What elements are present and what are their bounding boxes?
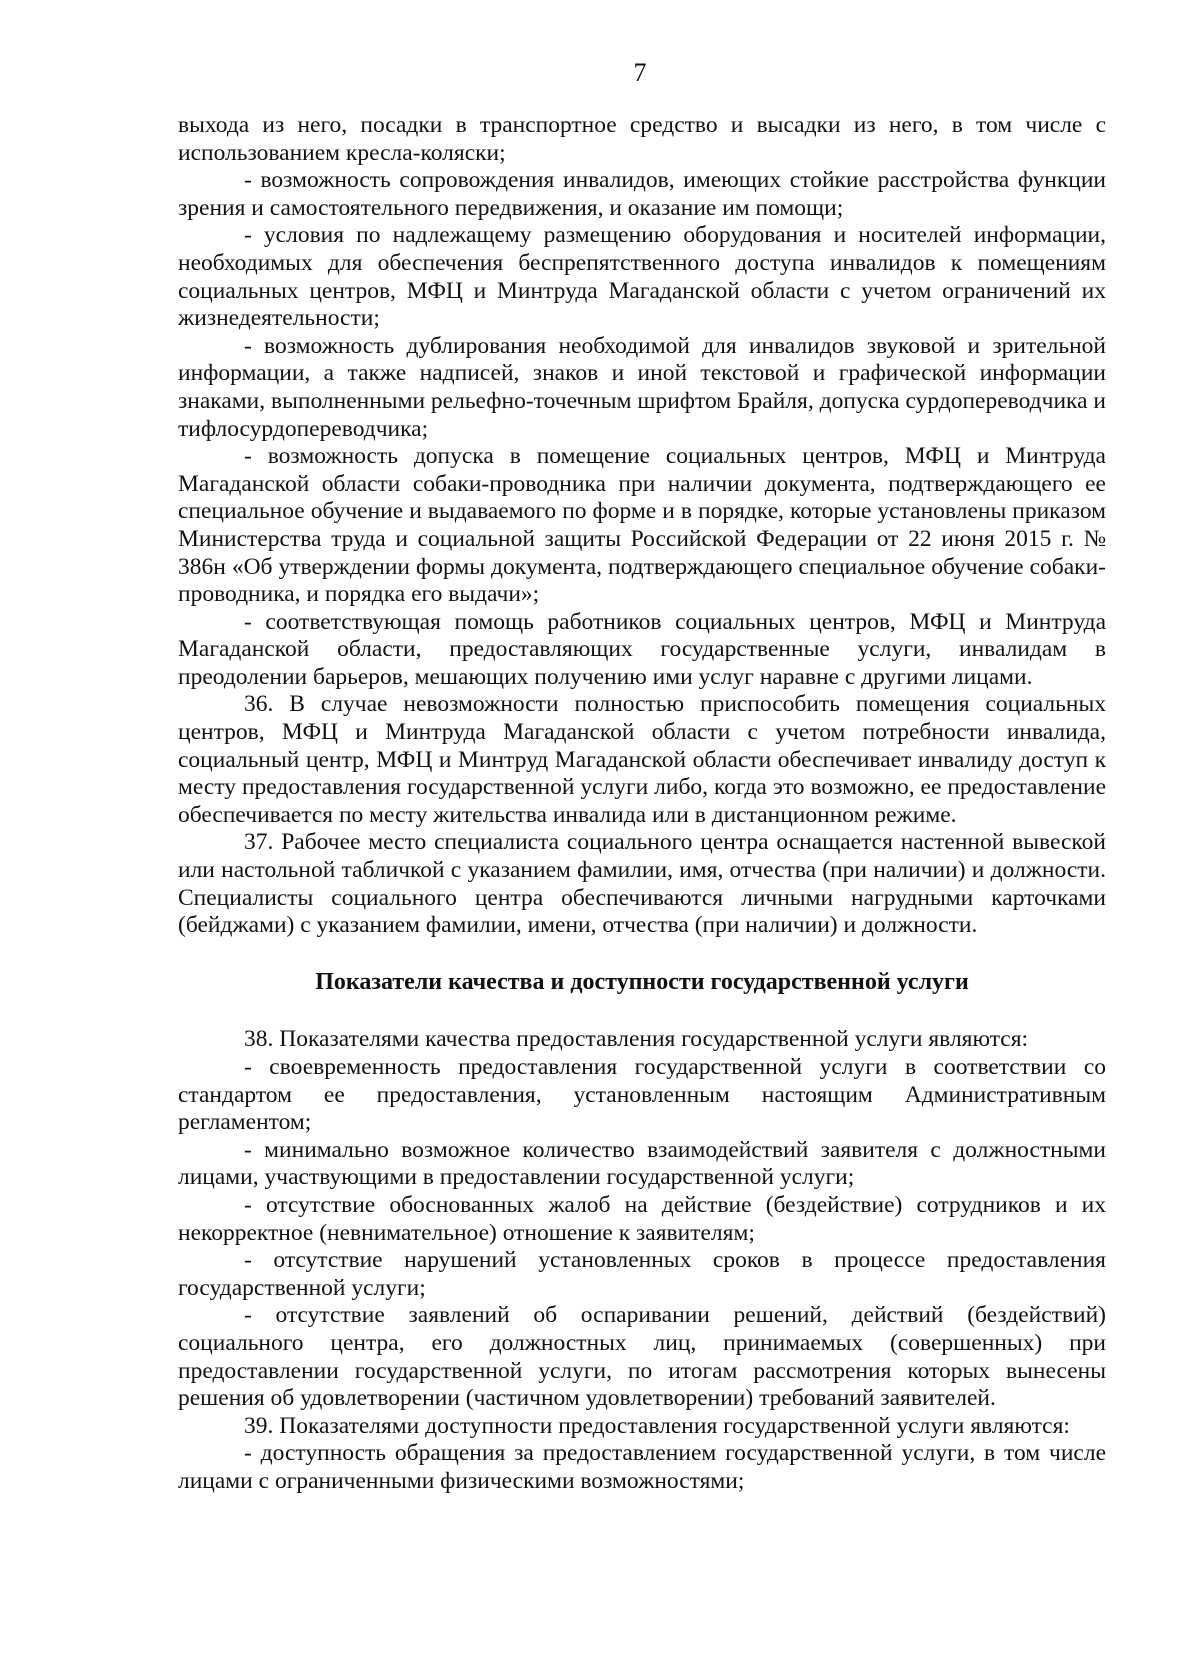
paragraph-timeliness: - своевременность предоставления государственной услуги в соответствии со стандартом ее предоставления, установленным настоящим Административным регламентом; (178, 1054, 1106, 1136)
paragraph-item-39: 39. Показателями доступности предоставления государственной услуги являются: (244, 1412, 1070, 1439)
paragraph-information-duplication: - возможность дублирования необходимой для инвалидов звуковой и зрительной информации, а также надписей, знаков и иной текстовой и графической информации знаками, выполненными рельефно-точечным шрифтом Брайля, допуска сурдопереводчика и тифлосурдопереводчика; (178, 332, 1106, 442)
paragraph-item-37: 37. Рабочее место специалиста социального центра оснащается настенной вывеской или настольной табличкой с указанием фамилии, имя, отчества (при наличии) и должности. Специалисты социального центра обеспечиваются личными нагрудными карточками (бейджами) с указанием фамилии, имени, отчества (при наличии) и должности. (178, 829, 1106, 939)
paragraph-continuation: выхода из него, посадки в транспортное средство и высадки из него, в том числе с использованием кресла-коляски; (178, 112, 1106, 166)
paragraph-accessibility: - доступность обращения за предоставлением государственной услуги, в том числе лицами с ограниченными физическими возможностями; (178, 1440, 1106, 1494)
section-heading: Показатели качества и доступности государственной услуги (315, 968, 969, 995)
document-body (178, 112, 1106, 1496)
paragraph-equipment-placement: - условия по надлежащему размещению оборудования и носителей информации, необходимых для обеспечения беспрепятственного доступа инвалидов к помещениям социальных центров, МФЦ и Минтруда Магаданской области с учетом ограничений их жизнедеятельности; (178, 222, 1106, 332)
paragraph-no-complaints: - отсутствие обоснованных жалоб на действие (бездействие) сотрудников и их некорректное (невнимательное) отношение к заявителям; (178, 1191, 1106, 1246)
paragraph-item-36: 36. В случае невозможности полностью приспособить помещения социальных центров, МФЦ и Минтруда Магаданской области с учетом потребности инвалида, социальный центр, МФЦ и Минтруд Магаданской области обеспечивает инвалиду доступ к месту предоставления государственной услуги либо, когда это возможно, ее предоставление обеспечивается по месту жительства инвалида или в дистанционном режиме. (178, 691, 1106, 828)
paragraph-minimal-interactions: - минимально возможное количество взаимодействий заявителя с должностными лицами, участвующими в предоставлении государственной услуги; (178, 1136, 1106, 1191)
paragraph-staff-assistance: - соответствующая помощь работников социальных центров, МФЦ и Минтруда Магаданской области, предоставляющих государственные услуги, инвалидам в преодолении барьеров, мешающих получению ими услуг наравне с другими лицами. (178, 608, 1106, 690)
paragraph-no-disputes: - отсутствие заявлений об оспаривании решений, действий (бездействий) социального центра, его должностных лиц, принимаемых (совершенных) при предоставлении государственной услуги, по итогам рассмотрения которых вынесены решения об удовлетворении (частичном удовлетворении) требований заявителей. (178, 1302, 1106, 1412)
page-number: 7 (633, 58, 647, 87)
paragraph-guide-dog-access: - возможность допуска в помещение социальных центров, МФЦ и Минтруда Магаданской области собаки-проводника при наличии документа, подтверждающего ее специальное обучение и выдаваемого по форме и в порядке, которые установлены приказом Министерства труда и социальной защиты Российской Федерации от 22 июня 2015 г. № 386н «Об утверждении формы документа, подтверждающего специальное обучение собаки-проводника, и порядка его выдачи»; (178, 443, 1106, 608)
paragraph-escort-assistance: - возможность сопровождения инвалидов, имеющих стойкие расстройства функции зрения и самостоятельного передвижения, и оказание им помощи; (178, 167, 1106, 221)
paragraph-item-38: 38. Показателями качества предоставления государственной услуги являются: (244, 1026, 1029, 1053)
paragraph-no-deadline-violations: - отсутствие нарушений установленных сроков в процессе предоставления государственной услуги; (178, 1247, 1106, 1301)
